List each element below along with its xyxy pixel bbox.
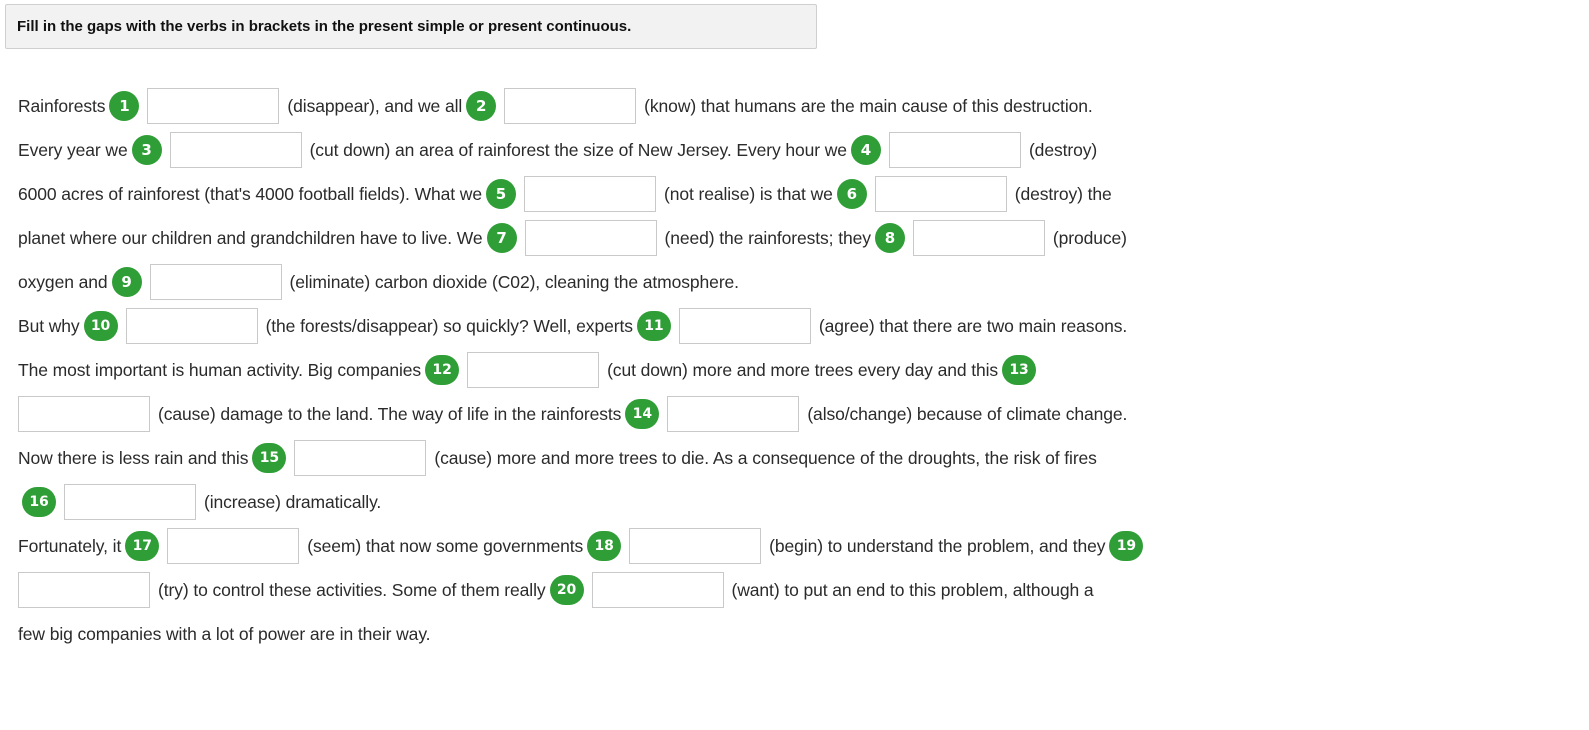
text-line xyxy=(18,392,1418,436)
passage-text: (increase) dramatically. xyxy=(204,491,382,512)
gap-number-badge: 1 xyxy=(109,91,139,121)
text-line xyxy=(18,304,1418,348)
text-line xyxy=(18,128,1418,172)
answer-gap-input[interactable] xyxy=(467,352,599,388)
text-line xyxy=(18,216,1418,260)
passage-text: 6000 acres of rainforest (that's 4000 football fields). What we xyxy=(18,183,482,204)
gap-number-badge: 20 xyxy=(550,575,584,605)
answer-gap-input[interactable] xyxy=(525,220,657,256)
passage-text: Rainforests xyxy=(18,95,106,116)
passage-text: (not realise) is that we xyxy=(663,183,833,204)
passage-text: (disappear), and we all xyxy=(287,95,463,116)
answer-gap-input[interactable] xyxy=(504,88,636,124)
passage-text: The most important is human activity. Big companies xyxy=(18,359,422,380)
passage-text: few big companies with a lot of power are in their way. xyxy=(18,623,431,644)
passage-text: (cut down) more and more trees every day and this xyxy=(607,359,999,380)
answer-gap-input[interactable] xyxy=(170,132,302,168)
text-line xyxy=(18,172,1418,216)
gap-number-badge: 15 xyxy=(252,443,286,473)
gap-number-badge: 9 xyxy=(112,267,142,297)
passage-text: (cause) damage to the land. The way of life in the rainforests xyxy=(158,403,622,424)
answer-gap-input[interactable] xyxy=(524,176,656,212)
answer-gap-input[interactable] xyxy=(629,528,761,564)
passage-text: (know) that humans are the main cause of this destruction. xyxy=(644,95,1093,116)
text-line xyxy=(18,480,1418,524)
passage-text: (cut down) an area of rainforest the size of New Jersey. Every hour we xyxy=(309,139,847,160)
text-line xyxy=(18,568,1418,612)
passage-text: (begin) to understand the problem, and they xyxy=(769,535,1106,556)
answer-gap-input[interactable] xyxy=(150,264,282,300)
answer-gap-input[interactable] xyxy=(18,396,150,432)
gap-number-badge: 11 xyxy=(637,311,671,341)
gap-number-badge: 7 xyxy=(487,223,517,253)
answer-gap-input[interactable] xyxy=(913,220,1045,256)
answer-gap-input[interactable] xyxy=(147,88,279,124)
passage-text: (produce) xyxy=(1052,227,1127,248)
instruction-banner: Fill in the gaps with the verbs in brackets in the present simple or present continuous. xyxy=(5,4,817,49)
answer-gap-input[interactable] xyxy=(592,572,724,608)
gap-number-badge: 8 xyxy=(875,223,905,253)
passage-text: (seem) that now some governments xyxy=(307,535,584,556)
text-line xyxy=(18,348,1418,392)
passage-text: planet where our children and grandchildren have to live. We xyxy=(18,227,483,248)
gap-number-badge: 19 xyxy=(1109,531,1143,561)
passage-text: (also/change) because of climate change. xyxy=(807,403,1128,424)
answer-gap-input[interactable] xyxy=(667,396,799,432)
answer-gap-input[interactable] xyxy=(889,132,1021,168)
passage-text: Every year we xyxy=(18,139,128,160)
text-line xyxy=(18,612,1418,656)
gap-number-badge: 13 xyxy=(1002,355,1036,385)
gap-number-badge: 18 xyxy=(587,531,621,561)
passage-text: But why xyxy=(18,315,80,336)
gap-number-badge: 10 xyxy=(84,311,118,341)
passage-text: (cause) more and more trees to die. As a consequence of the droughts, the risk of fires xyxy=(434,447,1097,468)
answer-gap-input[interactable] xyxy=(294,440,426,476)
text-line xyxy=(18,260,1418,304)
answer-gap-input[interactable] xyxy=(679,308,811,344)
gap-number-badge: 12 xyxy=(425,355,459,385)
passage-text: (destroy) the xyxy=(1014,183,1112,204)
passage-text: (eliminate) carbon dioxide (C02), cleaning the atmosphere. xyxy=(289,271,739,292)
answer-gap-input[interactable] xyxy=(126,308,258,344)
gap-number-badge: 2 xyxy=(466,91,496,121)
passage-text: (destroy) xyxy=(1028,139,1098,160)
passage-text: (the forests/disappear) so quickly? Well, experts xyxy=(265,315,633,336)
gap-number-badge: 5 xyxy=(486,179,516,209)
gap-number-badge: 4 xyxy=(851,135,881,165)
answer-gap-input[interactable] xyxy=(64,484,196,520)
passage-text: (agree) that there are two main reasons. xyxy=(818,315,1128,336)
passage-text: (need) the rainforests; they xyxy=(664,227,871,248)
passage-text: (try) to control these activities. Some of them really xyxy=(158,579,546,600)
answer-gap-input[interactable] xyxy=(167,528,299,564)
passage-text: Fortunately, it xyxy=(18,535,122,556)
answer-gap-input[interactable] xyxy=(18,572,150,608)
text-line xyxy=(18,524,1418,568)
text-line xyxy=(18,84,1418,128)
gap-number-badge: 16 xyxy=(22,487,56,517)
gap-number-badge: 17 xyxy=(125,531,159,561)
answer-gap-input[interactable] xyxy=(875,176,1007,212)
gap-number-badge: 3 xyxy=(132,135,162,165)
passage-text: (want) to put an end to this problem, although a xyxy=(731,579,1094,600)
gap-number-badge: 6 xyxy=(837,179,867,209)
gap-number-badge: 14 xyxy=(625,399,659,429)
gap-fill-exercise xyxy=(18,84,1418,656)
passage-text: Now there is less rain and this xyxy=(18,447,249,468)
text-line xyxy=(18,436,1418,480)
passage-text: oxygen and xyxy=(18,271,108,292)
